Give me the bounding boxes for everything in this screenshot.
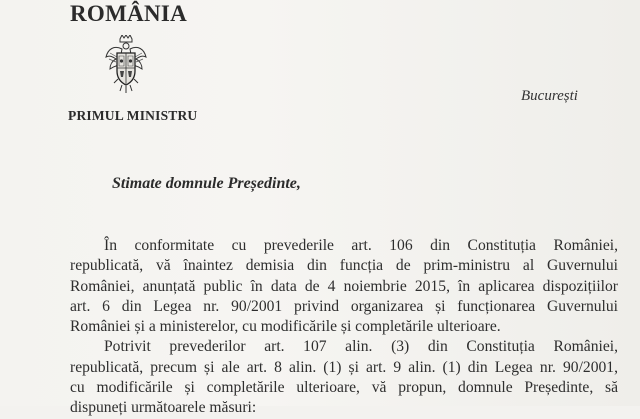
country-heading: ROMÂNIA: [70, 1, 188, 26]
coat-of-arms-icon: [104, 35, 148, 95]
body-line: art. 6 din Legea nr. 90/2001 privind organizarea și funcționarea Guvernului: [70, 297, 618, 315]
letter-body: [70, 236, 618, 419]
body-line: României, anunțată public în data de 4 noiembrie 2015, în aplicarea dispozițiilor: [70, 277, 618, 295]
body-line: republicată, vă înaintez demisia din funcția de prim-ministru al Guvernului: [70, 257, 618, 275]
body-line: Potrivit prevederilor art. 107 alin. (3) din Constituția României,: [104, 338, 618, 356]
issuer-office: PRIMUL MINISTRU: [68, 108, 198, 123]
body-line: republicată, precum și ale art. 8 alin. (1) și art. 9 alin. (1) din Legea nr. 90/2001,: [70, 358, 618, 376]
body-line: În conformitate cu prevederile art. 106 din Constituția României,: [104, 237, 618, 254]
body-line: dispuneți următoarele măsuri:: [70, 399, 257, 417]
body-line: cu modificările și completările ulterioare, vă propun, domnule Președinte, să: [70, 379, 618, 397]
place-of-issue: București: [521, 88, 578, 104]
body-line: României și a ministerelor, cu modificările și completările ulterioare.: [70, 318, 501, 336]
salutation: Stimate domnule Președinte,: [112, 175, 301, 192]
